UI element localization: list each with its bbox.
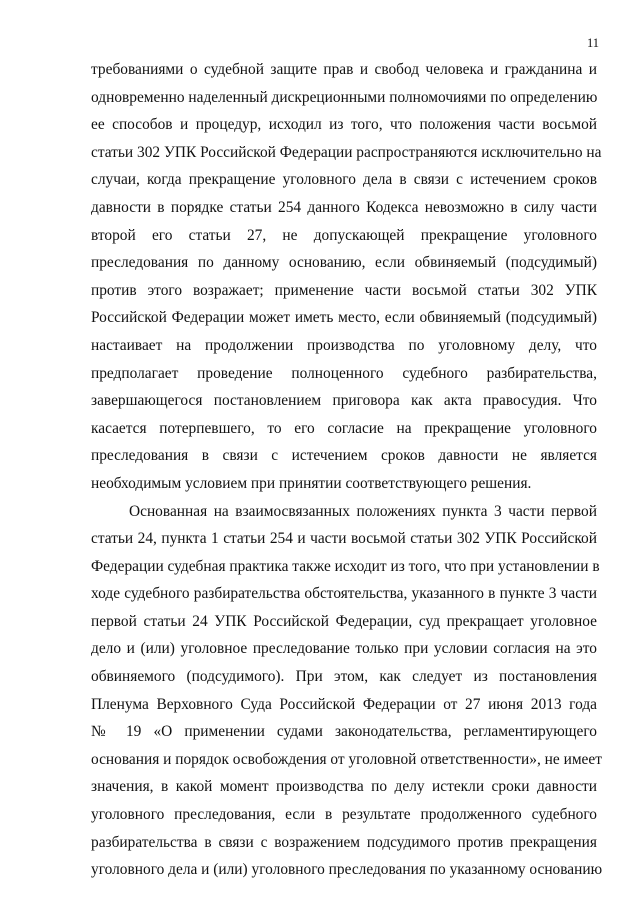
- text-line: преследования по данному основанию, если обвиняемый (подсудимый): [91, 254, 597, 272]
- text-line: преследования в связи с истечением сроков давности не является: [91, 447, 597, 465]
- text-line: ходе судебного разбирательства обстоятельства, указанного в пункте 3 части: [91, 585, 597, 603]
- text-line: завершающегося постановлением приговора как акта правосудия. Что: [91, 392, 597, 410]
- text-line: настаивает на продолжении производства по уголовному делу, что: [91, 336, 597, 354]
- text-line: обвиняемого (подсудимого). При этом, как следует из постановления: [91, 668, 597, 686]
- text-line: первой статьи 24 УПК Российской Федерации, суд прекращает уголовное: [91, 612, 597, 630]
- text-line: касается потерпевшего, то его согласие на прекращение уголовного: [91, 419, 597, 437]
- body-text: [91, 56, 603, 884]
- text-line: второй его статьи 27, не допускающей прекращение уголовного: [91, 226, 597, 244]
- text-line: уголовного преследования, если в результате продолженного судебного: [91, 806, 597, 824]
- text-line: уголовного дела и (или) уголовного преследования по указанному основанию: [91, 861, 603, 879]
- text-line: дело и (или) уголовное преследование только при условии согласия на это: [91, 640, 597, 658]
- text-line: ее способов и процедур, исходил из того, что положения части восьмой: [91, 116, 597, 134]
- text-line: Пленума Верховного Суда Российской Федерации от 27 июня 2013 года: [91, 695, 597, 713]
- text-line: Федерации судебная практика также исходит из того, что при установлении в: [91, 557, 600, 575]
- text-line: предполагает проведение полноценного судебного разбирательства,: [91, 364, 597, 382]
- text-line: случаи, когда прекращение уголовного дела в связи с истечением сроков: [91, 171, 597, 189]
- text-line: одновременно наделенный дискреционными полномочиями по определению: [91, 88, 598, 106]
- text-line: Российской Федерации может иметь место, если обвиняемый (подсудимый): [91, 309, 597, 327]
- text-line: давности в порядке статьи 254 данного Кодекса невозможно в силу части: [91, 198, 597, 216]
- paragraph-end-line: необходимым условием при принятии соответствующего решения.: [91, 474, 532, 492]
- text-line: против этого возражает; применение части восьмой статьи 302 УПК: [91, 281, 597, 299]
- text-line: статьи 302 УПК Российской Федерации распространяются исключительно на: [91, 143, 602, 161]
- text-line: значения, в какой момент производства по делу истекли сроки давности: [91, 778, 597, 796]
- page-number: 11: [586, 36, 599, 50]
- text-line: № 19 «О применении судами законодательства, регламентирующего: [91, 723, 597, 741]
- text-line: разбирательства в связи с возражением подсудимого против прекращения: [91, 833, 597, 851]
- text-line: требованиями о судебной защите прав и свобод человека и гражданина и: [91, 61, 597, 78]
- text-line: статьи 24, пункта 1 статьи 254 и части восьмой статьи 302 УПК Российской: [91, 530, 597, 548]
- text-line: основания и порядок освобождения от уголовной ответственности», не имеет: [91, 750, 602, 768]
- paragraph-start-line: Основанная на взаимосвязанных положениях пункта 3 части первой: [129, 502, 597, 520]
